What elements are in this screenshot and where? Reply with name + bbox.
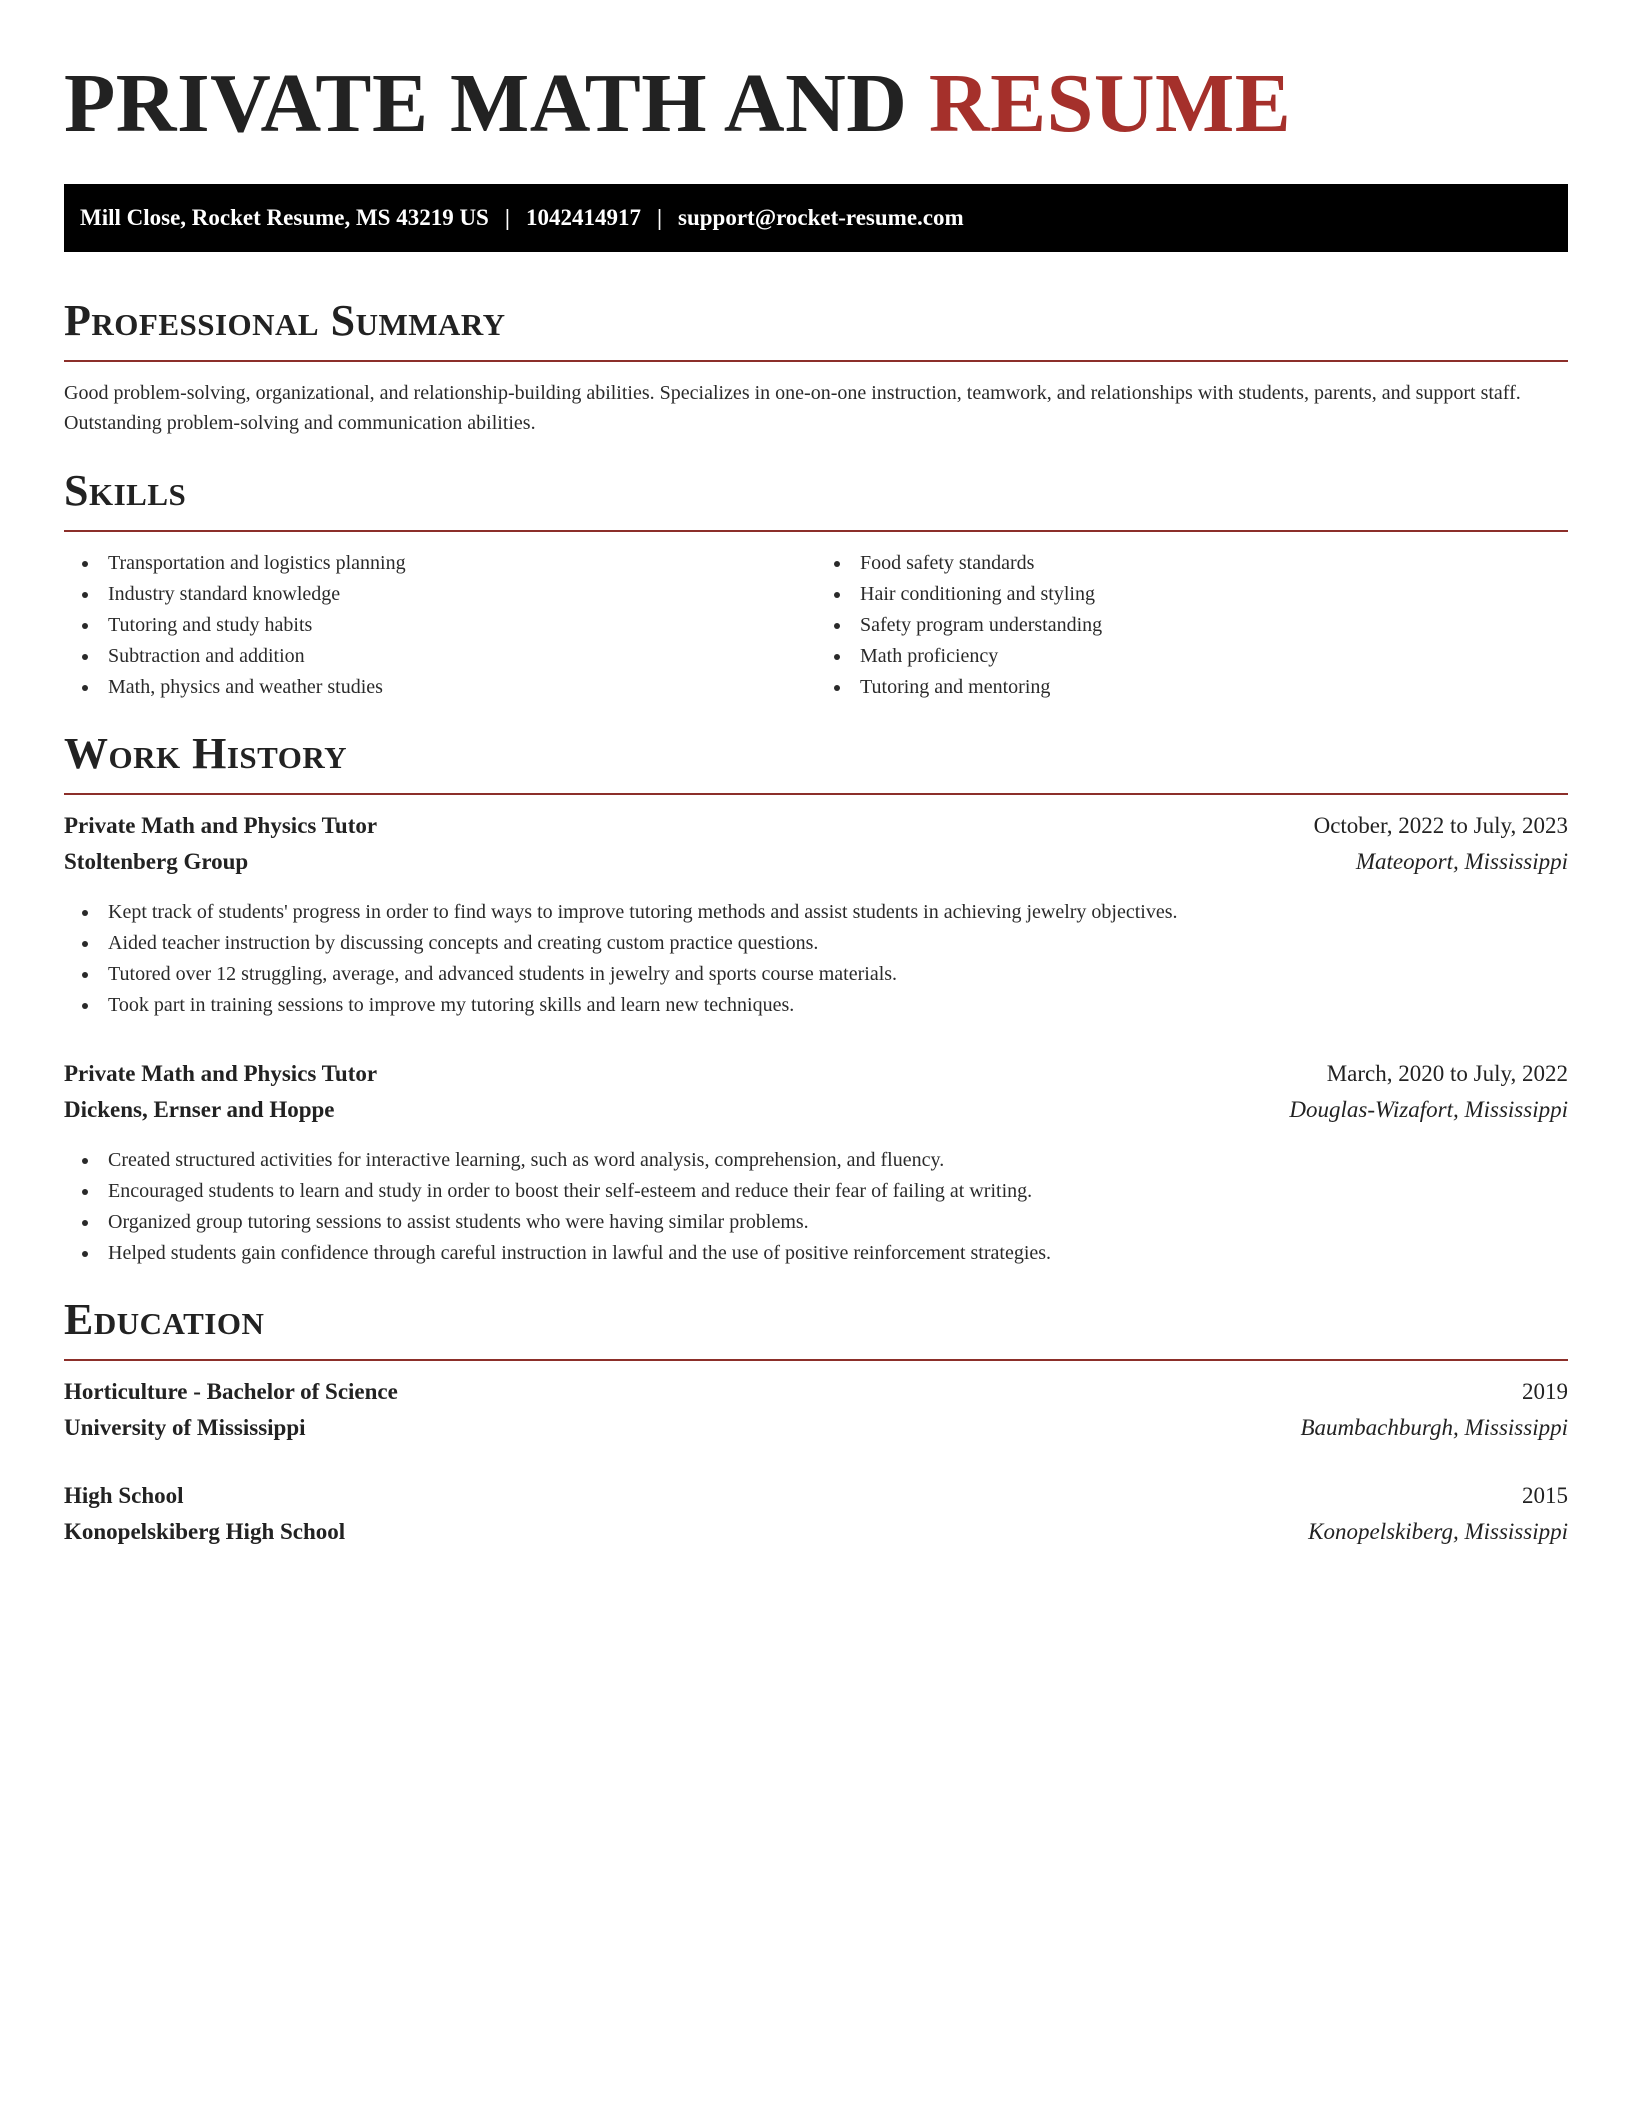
contact-bar	[64, 184, 1568, 252]
contact-separator: |	[656, 205, 663, 230]
skill-item: Tutoring and study habits	[108, 610, 816, 641]
job-duties-list	[64, 1145, 1568, 1269]
title-main: PRIVATE MATH AND	[64, 57, 929, 150]
summary-text: Good problem-solving, organizational, and relationship-building abilities. Specializes in one-on-one instruction, teamwork, and relationships with students, parents, and support staff. Outstanding problem-solving and communication abilities.	[64, 382, 1521, 434]
work-history-section	[64, 729, 1568, 1269]
skills-list-right	[816, 548, 1568, 703]
education-degree: High School	[64, 1483, 184, 1508]
skill-item: Food safety standards	[860, 548, 1568, 579]
job-location: Douglas-Wizafort, Mississippi	[1289, 1097, 1568, 1122]
education-school-row	[64, 1519, 1568, 1555]
duty-item: Kept track of students' progress in order to find ways to improve tutoring methods and assist students in achieving jewelry objectives.	[108, 897, 1568, 928]
education-degree: Horticulture - Bachelor of Science	[64, 1379, 398, 1404]
job-dates: October, 2022 to July, 2023	[1313, 813, 1568, 838]
skills-list-left	[64, 548, 816, 703]
job-dates: March, 2020 to July, 2022	[1326, 1061, 1568, 1086]
education-section	[64, 1295, 1568, 1555]
education-location: Konopelskiberg, Mississippi	[1308, 1519, 1568, 1544]
skill-item: Safety program understanding	[860, 610, 1568, 641]
education-degree-row	[64, 1379, 1568, 1415]
section-heading-skills: Skills	[64, 466, 1568, 532]
skill-item: Hair conditioning and styling	[860, 579, 1568, 610]
contact-phone: 1042414917	[525, 205, 641, 230]
section-heading-education: Education	[64, 1295, 1568, 1361]
job-title-row	[64, 1061, 1568, 1097]
education-entry	[64, 1483, 1568, 1555]
contact-address: Mill Close, Rocket Resume, MS 43219 US	[80, 205, 489, 230]
education-school: Konopelskiberg High School	[64, 1519, 346, 1544]
section-heading-work: Work History	[64, 729, 1568, 795]
job-entry	[64, 1061, 1568, 1269]
duty-item: Aided teacher instruction by discussing concepts and creating custom practice questions.	[108, 928, 1568, 959]
contact-email[interactable]: support@rocket-resume.com	[678, 205, 964, 230]
duty-item: Organized group tutoring sessions to assist students who were having similar problems.	[108, 1207, 1568, 1238]
duty-item: Created structured activities for interactive learning, such as word analysis, comprehension, and fluency.	[108, 1145, 1568, 1176]
skill-item: Tutoring and mentoring	[860, 672, 1568, 703]
section-heading-summary: Professional Summary	[64, 296, 1568, 362]
resume-page	[64, 0, 1568, 1555]
job-title: Private Math and Physics Tutor	[64, 813, 378, 838]
skill-item: Transportation and logistics planning	[108, 548, 816, 579]
duty-item: Helped students gain confidence through careful instruction in lawful and the use of positive reinforcement strategies.	[108, 1238, 1568, 1269]
resume-title	[64, 58, 1568, 150]
skill-item: Math proficiency	[860, 641, 1568, 672]
job-company-row	[64, 849, 1568, 885]
job-company-row	[64, 1097, 1568, 1133]
education-degree-row	[64, 1483, 1568, 1519]
skills-columns	[64, 548, 1568, 703]
title-accent: RESUME	[928, 57, 1292, 150]
education-school-row	[64, 1415, 1568, 1451]
job-title-row	[64, 813, 1568, 849]
duty-item: Took part in training sessions to improve my tutoring skills and learn new techniques.	[108, 990, 1568, 1021]
job-company: Dickens, Ernser and Hoppe	[64, 1097, 335, 1122]
education-location: Baumbachburgh, Mississippi	[1300, 1415, 1568, 1440]
job-entry	[64, 813, 1568, 1021]
education-school: University of Mississippi	[64, 1415, 306, 1440]
skill-item: Industry standard knowledge	[108, 579, 816, 610]
duty-item: Tutored over 12 struggling, average, and advanced students in jewelry and sports course materials.	[108, 959, 1568, 990]
contact-separator: |	[504, 205, 510, 230]
education-year: 2015	[1522, 1483, 1568, 1508]
education-entry	[64, 1379, 1568, 1451]
job-title: Private Math and Physics Tutor	[64, 1061, 378, 1086]
job-company: Stoltenberg Group	[64, 849, 249, 874]
education-year: 2019	[1522, 1379, 1568, 1404]
job-duties-list	[64, 897, 1568, 1021]
skill-item: Subtraction and addition	[108, 641, 816, 672]
skill-item: Math, physics and weather studies	[108, 672, 816, 703]
job-location: Mateoport, Mississippi	[1355, 849, 1568, 874]
skills-section	[64, 466, 1568, 703]
duty-item: Encouraged students to learn and study in order to boost their self-esteem and reduce their fear of failing at writing.	[108, 1176, 1568, 1207]
professional-summary-section	[64, 296, 1568, 438]
